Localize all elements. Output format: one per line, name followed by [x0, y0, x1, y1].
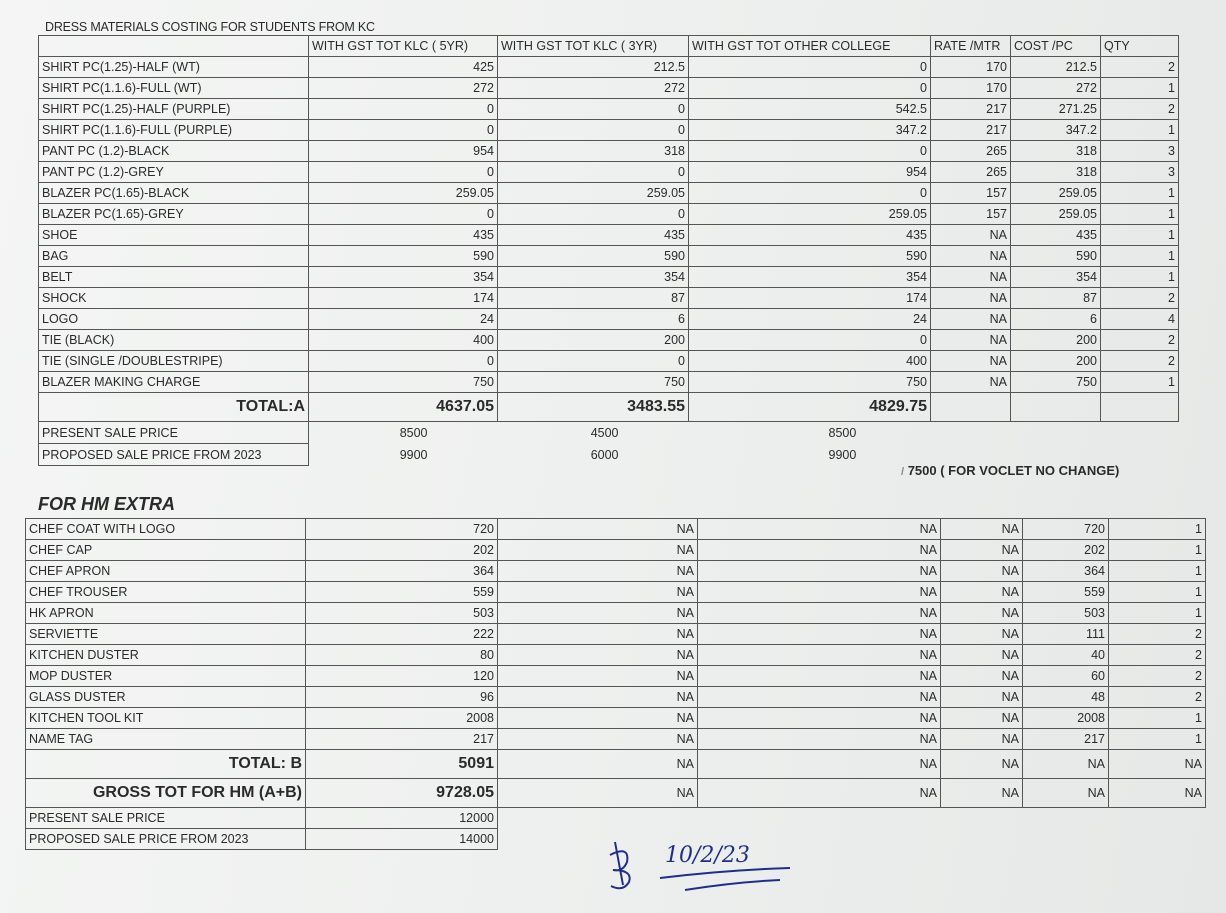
cell-item: GLASS DUSTER: [26, 687, 306, 708]
cell-klc-5yr: 750: [309, 372, 498, 393]
cell-qty: 2: [1101, 99, 1179, 120]
cell-other-college: 24: [689, 309, 931, 330]
cell-klc-3yr: 6: [498, 309, 689, 330]
cell-cost-per-pc: 259.05: [1011, 183, 1101, 204]
cell-klc-3yr: 590: [498, 246, 689, 267]
cell-klc-3yr: NA: [498, 603, 698, 624]
cell-cost-per-pc: 559: [1023, 582, 1109, 603]
cell-klc-3yr: 435: [498, 225, 689, 246]
cell-klc-5yr: 217: [306, 729, 498, 750]
table-row: [39, 309, 1179, 330]
cell-other-college: 4829.75: [689, 393, 931, 422]
cell-klc-5yr: 425: [309, 57, 498, 78]
cell-qty: 2: [1109, 624, 1206, 645]
cell-klc-3yr: NA: [498, 624, 698, 645]
cell-item: MOP DUSTER: [26, 666, 306, 687]
cell-qty: 1: [1109, 708, 1206, 729]
cell-item: PANT PC (1.2)-GREY: [39, 162, 309, 183]
cell-qty: NA: [1109, 779, 1206, 808]
cell-cost-per-pc: 720: [1023, 519, 1109, 540]
cell-klc-5yr: 590: [309, 246, 498, 267]
cell-klc-3yr: 354: [498, 267, 689, 288]
table-row: [39, 183, 1179, 204]
table-row: [39, 57, 1179, 78]
cell-other-college: 590: [689, 246, 931, 267]
cell-klc-3yr: 4500: [590, 425, 619, 440]
table-row: [26, 687, 1206, 708]
cell-item: KITCHEN TOOL KIT: [26, 708, 306, 729]
cell-cost-per-pc: 318: [1011, 162, 1101, 183]
cell-item: KITCHEN DUSTER: [26, 645, 306, 666]
cell-other-college: NA: [698, 779, 941, 808]
cell-qty: 1: [1101, 183, 1179, 204]
cell-klc-3yr: NA: [498, 540, 698, 561]
table-row: [39, 99, 1179, 120]
cell-cost-per-pc: 272: [1011, 78, 1101, 99]
cell-klc-5yr: 435: [309, 225, 498, 246]
cell-other-college: 0: [689, 330, 931, 351]
cell-other-college: NA: [698, 666, 941, 687]
cell-klc-5yr: 9728.05: [306, 779, 498, 808]
cell-other-college: NA: [698, 603, 941, 624]
cell-klc-5yr: 0: [309, 351, 498, 372]
cell-item: NAME TAG: [26, 729, 306, 750]
cell-cost-per-pc: 2008: [1023, 708, 1109, 729]
cell-qty: 1: [1109, 603, 1206, 624]
cell-qty: 1: [1109, 561, 1206, 582]
cell-other-college: NA: [698, 540, 941, 561]
cell-klc-3yr: 0: [498, 120, 689, 141]
cell-qty: 4: [1101, 309, 1179, 330]
cell-rate-per-mtr: NA: [941, 666, 1023, 687]
signature-date: 10/2/23: [665, 843, 750, 868]
cell-other-college: NA: [698, 729, 941, 750]
cell-item: BELT: [39, 267, 309, 288]
table-row: [39, 162, 1179, 183]
cell-rate-per-mtr: [931, 393, 1011, 422]
cell-other-college: NA: [698, 687, 941, 708]
total-row: [26, 750, 1206, 779]
cell-other-college: 0: [689, 78, 931, 99]
cell-item: SHIRT PC(1.1.6)-FULL (PURPLE): [39, 120, 309, 141]
cell-cost-per-pc: 200: [1011, 351, 1101, 372]
cell-other-college: 542.5: [689, 99, 931, 120]
total-a-row: [39, 393, 1179, 422]
column-header-klc-3yr: WITH GST TOT KLC ( 3YR): [498, 36, 689, 57]
table-row: [39, 141, 1179, 162]
table-row: [39, 78, 1179, 99]
cell-rate-per-mtr: NA: [941, 708, 1023, 729]
cell-klc-5yr: 174: [309, 288, 498, 309]
cell-qty: 1: [1109, 540, 1206, 561]
cell-item: PRESENT SALE PRICE: [26, 808, 306, 829]
column-header-other-college: WITH GST TOT OTHER COLLEGE: [689, 36, 931, 57]
cell-qty: 2: [1101, 57, 1179, 78]
cell-qty: 1: [1109, 582, 1206, 603]
cell-qty: 2: [1109, 666, 1206, 687]
cell-qty: 1: [1109, 519, 1206, 540]
cell-klc-3yr: NA: [498, 561, 698, 582]
cell-item: HK APRON: [26, 603, 306, 624]
hm-sale-price-row: [26, 808, 1206, 829]
cell-other-college: 347.2: [689, 120, 931, 141]
cell-item: SERVIETTE: [26, 624, 306, 645]
cell-rate-per-mtr: NA: [941, 519, 1023, 540]
cell-item: TIE (SINGLE /DOUBLESTRIPE): [39, 351, 309, 372]
column-header-cost-per-pc: COST /PC: [1011, 36, 1101, 57]
cell-other-college: NA: [698, 645, 941, 666]
cell-qty: 3: [1101, 162, 1179, 183]
cell-rate-per-mtr: NA: [941, 540, 1023, 561]
table-row: [26, 540, 1206, 561]
cell-cost-per-pc: NA: [1023, 750, 1109, 779]
cell-item: PANT PC (1.2)-BLACK: [39, 141, 309, 162]
cell-rate-per-mtr: NA: [941, 624, 1023, 645]
cell-item: TOTAL: B: [26, 750, 306, 779]
cell-klc-3yr: 0: [498, 204, 689, 225]
cell-klc-5yr: 503: [306, 603, 498, 624]
cell-other-college: 750: [689, 372, 931, 393]
cell-klc-3yr: 0: [498, 162, 689, 183]
table-row: [39, 225, 1179, 246]
cell-cost-per-pc: 435: [1011, 225, 1101, 246]
cell-klc-5yr: 272: [309, 78, 498, 99]
table-row: [39, 372, 1179, 393]
cell-other-college: NA: [698, 582, 941, 603]
cell-item: BLAZER MAKING CHARGE: [39, 372, 309, 393]
cell-klc-3yr: 0: [498, 351, 689, 372]
cell-item: SHIRT PC(1.25)-HALF (WT): [39, 57, 309, 78]
cell-rate-per-mtr: NA: [931, 309, 1011, 330]
voclet-note-text: 7500 ( FOR VOCLET NO CHANGE): [907, 463, 1120, 478]
cell-klc-3yr: 750: [498, 372, 689, 393]
cell-klc-5yr: 954: [309, 141, 498, 162]
cell-cost-per-pc: 200: [1011, 330, 1101, 351]
cell-klc-5yr: 364: [306, 561, 498, 582]
cell-qty: 2: [1109, 645, 1206, 666]
cell-cost-per-pc: 318: [1011, 141, 1101, 162]
cell-klc-5yr: 24: [309, 309, 498, 330]
cell-other-college: 259.05: [689, 204, 931, 225]
cell-qty: 1: [1101, 204, 1179, 225]
cell-klc-3yr: 212.5: [498, 57, 689, 78]
hm-extra-table: [25, 518, 1206, 850]
cell-item: GROSS TOT FOR HM (A+B): [26, 779, 306, 808]
cell-item: SHOCK: [39, 288, 309, 309]
cell-other-college: 8500: [828, 425, 857, 440]
empty-cell: [1101, 422, 1179, 444]
cell-cost-per-pc: 271.25: [1011, 99, 1101, 120]
document-title: DRESS MATERIALS COSTING FOR STUDENTS FROM KC: [45, 20, 375, 34]
cell-item: TOTAL:A: [39, 393, 309, 422]
cell-klc-5yr: 12000: [306, 808, 498, 829]
cell-klc-5yr: 0: [309, 204, 498, 225]
cell-qty: 1: [1101, 120, 1179, 141]
cell-cost-per-pc: 6: [1011, 309, 1101, 330]
table-row: [26, 603, 1206, 624]
cell-item: BAG: [39, 246, 309, 267]
cell-klc-5yr: 80: [306, 645, 498, 666]
empty-cell: [931, 422, 1011, 444]
cell-rate-per-mtr: 217: [931, 120, 1011, 141]
cell-item: CHEF COAT WITH LOGO: [26, 519, 306, 540]
table-row: [26, 645, 1206, 666]
hm-extra-heading: FOR HM EXTRA: [38, 494, 175, 514]
cell-klc-3yr: NA: [498, 750, 698, 779]
cell-klc-3yr: 87: [498, 288, 689, 309]
cell-klc-5yr: 4637.05: [309, 393, 498, 422]
table-row: [39, 267, 1179, 288]
cell-item: BLAZER PC(1.65)-BLACK: [39, 183, 309, 204]
cell-rate-per-mtr: 157: [931, 204, 1011, 225]
cell-item: SHIRT PC(1.1.6)-FULL (WT): [39, 78, 309, 99]
cell-qty: 3: [1101, 141, 1179, 162]
cell-klc-3yr: NA: [498, 666, 698, 687]
cell-klc-3yr: 318: [498, 141, 689, 162]
cell-cost-per-pc: 259.05: [1011, 204, 1101, 225]
cell-klc-5yr: 9900: [399, 447, 428, 462]
cell-qty: 1: [1101, 246, 1179, 267]
voclet-note: / 7500 ( FOR VOCLET NO CHANGE): [901, 463, 1120, 478]
column-header-item: [39, 36, 309, 57]
cell-cost-per-pc: 217: [1023, 729, 1109, 750]
table-row: [39, 288, 1179, 309]
table-row: [39, 246, 1179, 267]
cell-klc-5yr: 0: [309, 120, 498, 141]
cell-rate-per-mtr: 265: [931, 162, 1011, 183]
cell-rate-per-mtr: NA: [941, 561, 1023, 582]
cell-klc-5yr: 5091: [306, 750, 498, 779]
column-header-rate-per-mtr: RATE /MTR: [931, 36, 1011, 57]
cell-qty: 1: [1101, 225, 1179, 246]
cell-klc-5yr: 354: [309, 267, 498, 288]
table-row: [26, 561, 1206, 582]
cell-rate-per-mtr: NA: [931, 267, 1011, 288]
cell-item: LOGO: [39, 309, 309, 330]
cell-rate-per-mtr: 157: [931, 183, 1011, 204]
cell-klc-3yr: NA: [498, 519, 698, 540]
table-row: [26, 624, 1206, 645]
table-row: [39, 330, 1179, 351]
cell-cost-per-pc: 48: [1023, 687, 1109, 708]
cell-cost-per-pc: 212.5: [1011, 57, 1101, 78]
cell-item: SHIRT PC(1.25)-HALF (PURPLE): [39, 99, 309, 120]
cell-other-college: 400: [689, 351, 931, 372]
cell-klc-3yr: 0: [498, 99, 689, 120]
cell-klc-5yr: 720: [306, 519, 498, 540]
empty-cell: [1011, 422, 1101, 444]
cell-rate-per-mtr: NA: [941, 750, 1023, 779]
column-header-qty: QTY: [1101, 36, 1179, 57]
cell-qty: 1: [1101, 78, 1179, 99]
cell-other-college: NA: [698, 750, 941, 779]
cell-qty: 1: [1109, 729, 1206, 750]
table-row: [39, 204, 1179, 225]
cell-cost-per-pc: 590: [1011, 246, 1101, 267]
cell-other-college: NA: [698, 624, 941, 645]
cell-cost-per-pc: 60: [1023, 666, 1109, 687]
cell-klc-3yr: NA: [498, 687, 698, 708]
cell-item: CHEF TROUSER: [26, 582, 306, 603]
cell-rate-per-mtr: NA: [931, 351, 1011, 372]
cell-qty: NA: [1109, 750, 1206, 779]
cell-rate-per-mtr: 265: [931, 141, 1011, 162]
cell-klc-3yr: 259.05: [498, 183, 689, 204]
cell-qty: 2: [1101, 288, 1179, 309]
cell-other-college: 9900: [828, 447, 857, 462]
cell-qty: 1: [1101, 267, 1179, 288]
cell-klc-3yr: 200: [498, 330, 689, 351]
table-row: [26, 519, 1206, 540]
cell-item: BLAZER PC(1.65)-GREY: [39, 204, 309, 225]
table-row: [39, 120, 1179, 141]
cell-klc-5yr: 400: [309, 330, 498, 351]
cell-other-college: 354: [689, 267, 931, 288]
cell-rate-per-mtr: NA: [941, 687, 1023, 708]
cell-cost-per-pc: 347.2: [1011, 120, 1101, 141]
cell-other-college: 954: [689, 162, 931, 183]
cell-cost-per-pc: 354: [1011, 267, 1101, 288]
cell-other-college: 0: [689, 183, 931, 204]
table-row: [26, 666, 1206, 687]
cell-cost-per-pc: 364: [1023, 561, 1109, 582]
cell-other-college: 174: [689, 288, 931, 309]
cell-item: PRESENT SALE PRICE: [39, 422, 309, 444]
cell-other-college: 435: [689, 225, 931, 246]
column-header-klc-5yr: WITH GST TOT KLC ( 5YR): [309, 36, 498, 57]
cell-rate-per-mtr: NA: [941, 779, 1023, 808]
sale-price-row: [39, 422, 1179, 444]
cell-rate-per-mtr: NA: [941, 729, 1023, 750]
table-row: [26, 729, 1206, 750]
cell-other-college: NA: [698, 519, 941, 540]
cell-item: PROPOSED SALE PRICE FROM 2023: [39, 444, 309, 466]
cell-rate-per-mtr: NA: [931, 225, 1011, 246]
cell-klc-5yr: 259.05: [309, 183, 498, 204]
cell-klc-5yr: 0: [309, 99, 498, 120]
table-row: [39, 351, 1179, 372]
cell-other-college: NA: [698, 561, 941, 582]
handwritten-signature: [605, 830, 805, 900]
cell-klc-5yr: 222: [306, 624, 498, 645]
cell-cost-per-pc: 111: [1023, 624, 1109, 645]
cell-qty: 1: [1101, 372, 1179, 393]
table-row: [26, 708, 1206, 729]
cell-item: PROPOSED SALE PRICE FROM 2023: [26, 829, 306, 850]
cell-klc-3yr: 6000: [590, 447, 619, 462]
cell-qty: 2: [1101, 330, 1179, 351]
header-row: [39, 36, 1179, 57]
cell-item: CHEF CAP: [26, 540, 306, 561]
cell-klc-5yr: 2008: [306, 708, 498, 729]
cell-klc-5yr: 8500: [399, 425, 428, 440]
cell-item: SHOE: [39, 225, 309, 246]
table-row: [26, 582, 1206, 603]
cell-klc-5yr: 0: [309, 162, 498, 183]
cell-cost-per-pc: 202: [1023, 540, 1109, 561]
cell-klc-5yr: 559: [306, 582, 498, 603]
cell-qty: 2: [1101, 351, 1179, 372]
cell-cost-per-pc: 87: [1011, 288, 1101, 309]
cell-qty: 2: [1109, 687, 1206, 708]
cell-rate-per-mtr: 170: [931, 78, 1011, 99]
cell-klc-3yr: NA: [498, 708, 698, 729]
cell-rate-per-mtr: NA: [931, 288, 1011, 309]
cell-rate-per-mtr: NA: [931, 246, 1011, 267]
cell-rate-per-mtr: 170: [931, 57, 1011, 78]
cell-rate-per-mtr: NA: [941, 603, 1023, 624]
cell-klc-3yr: NA: [498, 729, 698, 750]
uniform-costing-table: [38, 35, 1179, 466]
cell-qty: [1101, 393, 1179, 422]
cell-item: TIE (BLACK): [39, 330, 309, 351]
cell-cost-per-pc: [1011, 393, 1101, 422]
cell-cost-per-pc: NA: [1023, 779, 1109, 808]
cell-cost-per-pc: 503: [1023, 603, 1109, 624]
cell-klc-3yr: NA: [498, 645, 698, 666]
cell-cost-per-pc: 40: [1023, 645, 1109, 666]
cell-rate-per-mtr: NA: [931, 330, 1011, 351]
cell-rate-per-mtr: NA: [941, 582, 1023, 603]
cell-rate-per-mtr: 217: [931, 99, 1011, 120]
cell-klc-5yr: 96: [306, 687, 498, 708]
cell-klc-5yr: 120: [306, 666, 498, 687]
cell-cost-per-pc: 750: [1011, 372, 1101, 393]
cell-item: CHEF APRON: [26, 561, 306, 582]
cell-klc-3yr: 3483.55: [498, 393, 689, 422]
cell-rate-per-mtr: NA: [931, 372, 1011, 393]
cell-klc-3yr: 272: [498, 78, 689, 99]
cell-klc-3yr: NA: [498, 582, 698, 603]
cell-klc-5yr: 202: [306, 540, 498, 561]
cell-other-college: 0: [689, 57, 931, 78]
cell-other-college: NA: [698, 708, 941, 729]
cell-klc-3yr: NA: [498, 779, 698, 808]
cell-other-college: 0: [689, 141, 931, 162]
total-row: [26, 779, 1206, 808]
cell-klc-5yr: 14000: [306, 829, 498, 850]
cell-rate-per-mtr: NA: [941, 645, 1023, 666]
